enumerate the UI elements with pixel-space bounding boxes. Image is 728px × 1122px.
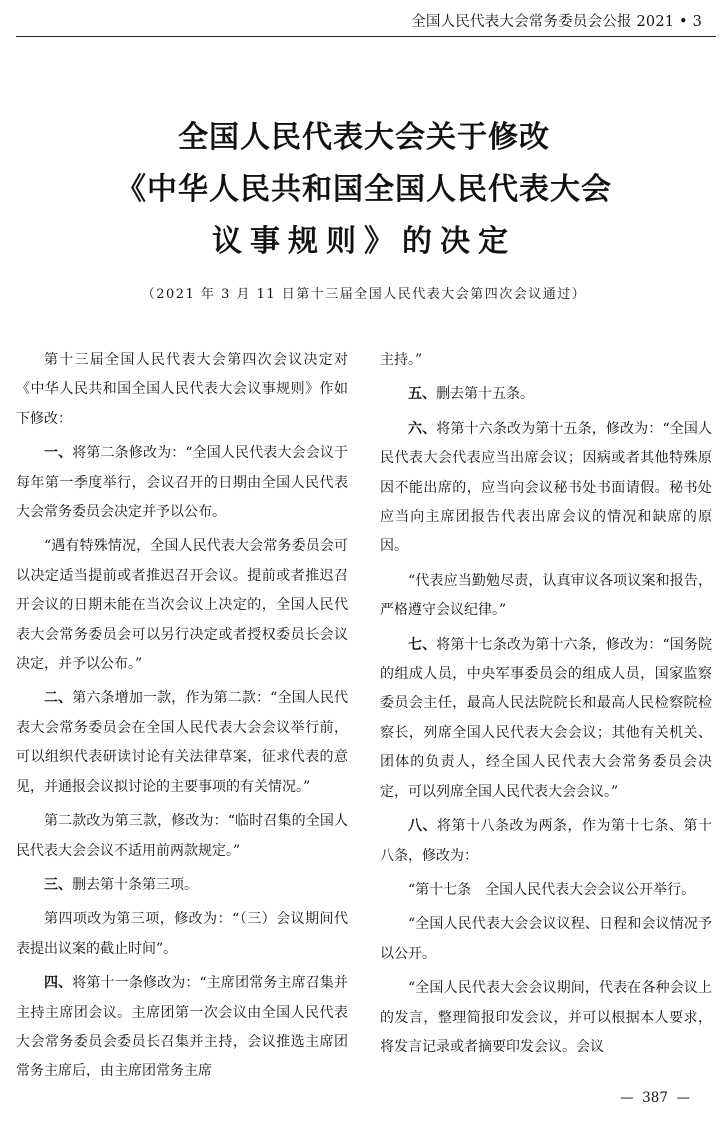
paragraph: 第二款改为第三款，修改为：“临时召集的全国人民代表大会会议不适用前两款规定。”	[16, 813, 348, 859]
paragraph: 三、删去第十条第三项。	[44, 876, 198, 893]
paragraph: 一、将第二条修改为：“全国人民代表大会会议于每年第一季度举行，会议召开的日期由全国人民代表大会常务委员会决定并予以公布。	[16, 445, 349, 521]
paragraph: “全国人民代表大会会议议程、日程和会议情况予以公开。	[380, 916, 712, 962]
left-column	[16, 346, 348, 1087]
page-number: — 387 —	[620, 1090, 690, 1106]
paragraph: 第十三届全国人民代表大会第四次会议决定对《中华人民共和国全国人民代表大会议事规则》作如下修改：	[16, 352, 348, 427]
title-line-1: 全国人民代表大会关于修改	[178, 120, 550, 155]
running-header: 全国人民代表大会常务委员会公报 2021 • 3	[411, 14, 702, 30]
paragraph: 二、第六条增加一款，作为第二款：“全国人民代表大会常务委员会在全国人民代表大会会议举行前，可以组织代表研读讨论有关法律草案，征求代表的意见，并通报会议拟讨论的主要事项的有关情况。”	[16, 690, 349, 795]
header-rule	[16, 36, 716, 37]
paragraph: 主持。”	[380, 352, 423, 368]
title-line-3: 议事规则》的决定	[212, 224, 516, 259]
page-header	[0, 0, 728, 44]
paragraph: 五、删去第十五条。	[408, 386, 534, 403]
paragraph: “代表应当勤勉尽责，认真审议各项议案和报告，严格遵守会议纪律。”	[380, 572, 712, 619]
right-column	[380, 346, 712, 1062]
paragraph: 第四项改为第三项，修改为：“（三）会议期间代表提出议案的截止时间”。	[16, 911, 348, 957]
paragraph: 八、将第十八条改为两条，作为第十七条、第十八条，修改为：	[380, 818, 712, 864]
paragraph: “遇有特殊情况，全国人民代表大会常务委员会可以决定适当提前或者推迟召开会议。提前或者推迟召开会议的日期未能在当次会议上决定的，全国人民代表大会常务委员会可以另行决定或者授权委员长会议决定，并予以公布。”	[16, 538, 348, 673]
paragraph: 四、将第十一条修改为：“主席团常务主席召集并主持主席团会议。主席团第一次会议由全国人民代表大会常务委员会委员长召集并主持，会议推选主席团常务主席后，由主席团常务主席	[16, 975, 349, 1080]
title-line-2: 《中华人民共和国全国人民代表大会	[116, 172, 612, 207]
adoption-note: （2021 年 3 月 11 日第十三届全国人民代表大会第四次会议通过）	[141, 287, 587, 302]
paragraph: “全国人民代表大会会议期间，代表在各种会议上的发言，整理简报印发会议，并可以根据本人要求，将发言记录或者摘要印发会议。会议	[380, 980, 712, 1055]
document-title	[0, 112, 728, 268]
paragraph: “第十七条 全国人民代表大会会议公开举行。	[408, 881, 696, 898]
paragraph: 六、将第十六条改为第十五条，修改为：“全国人民代表大会代表应当出席会议；因病或者其他特殊原因不能出席的，应当向会议秘书处书面请假。秘书处应当向主席团报告代表出席会议的情况和缺席的原因。	[380, 420, 713, 555]
paragraph: 七、将第十七条改为第十六条，修改为：“国务院的组成人员，中央军事委员会的组成人员，国家监察委员会主任，最高人民法院院长和最高人民检察院检察长，列席全国人民代表大会会议；其他有关机关、团体的负责人，经全国人民代表大会常务委员会决定，可以列席全国人民代表大会会议。”	[380, 636, 713, 800]
